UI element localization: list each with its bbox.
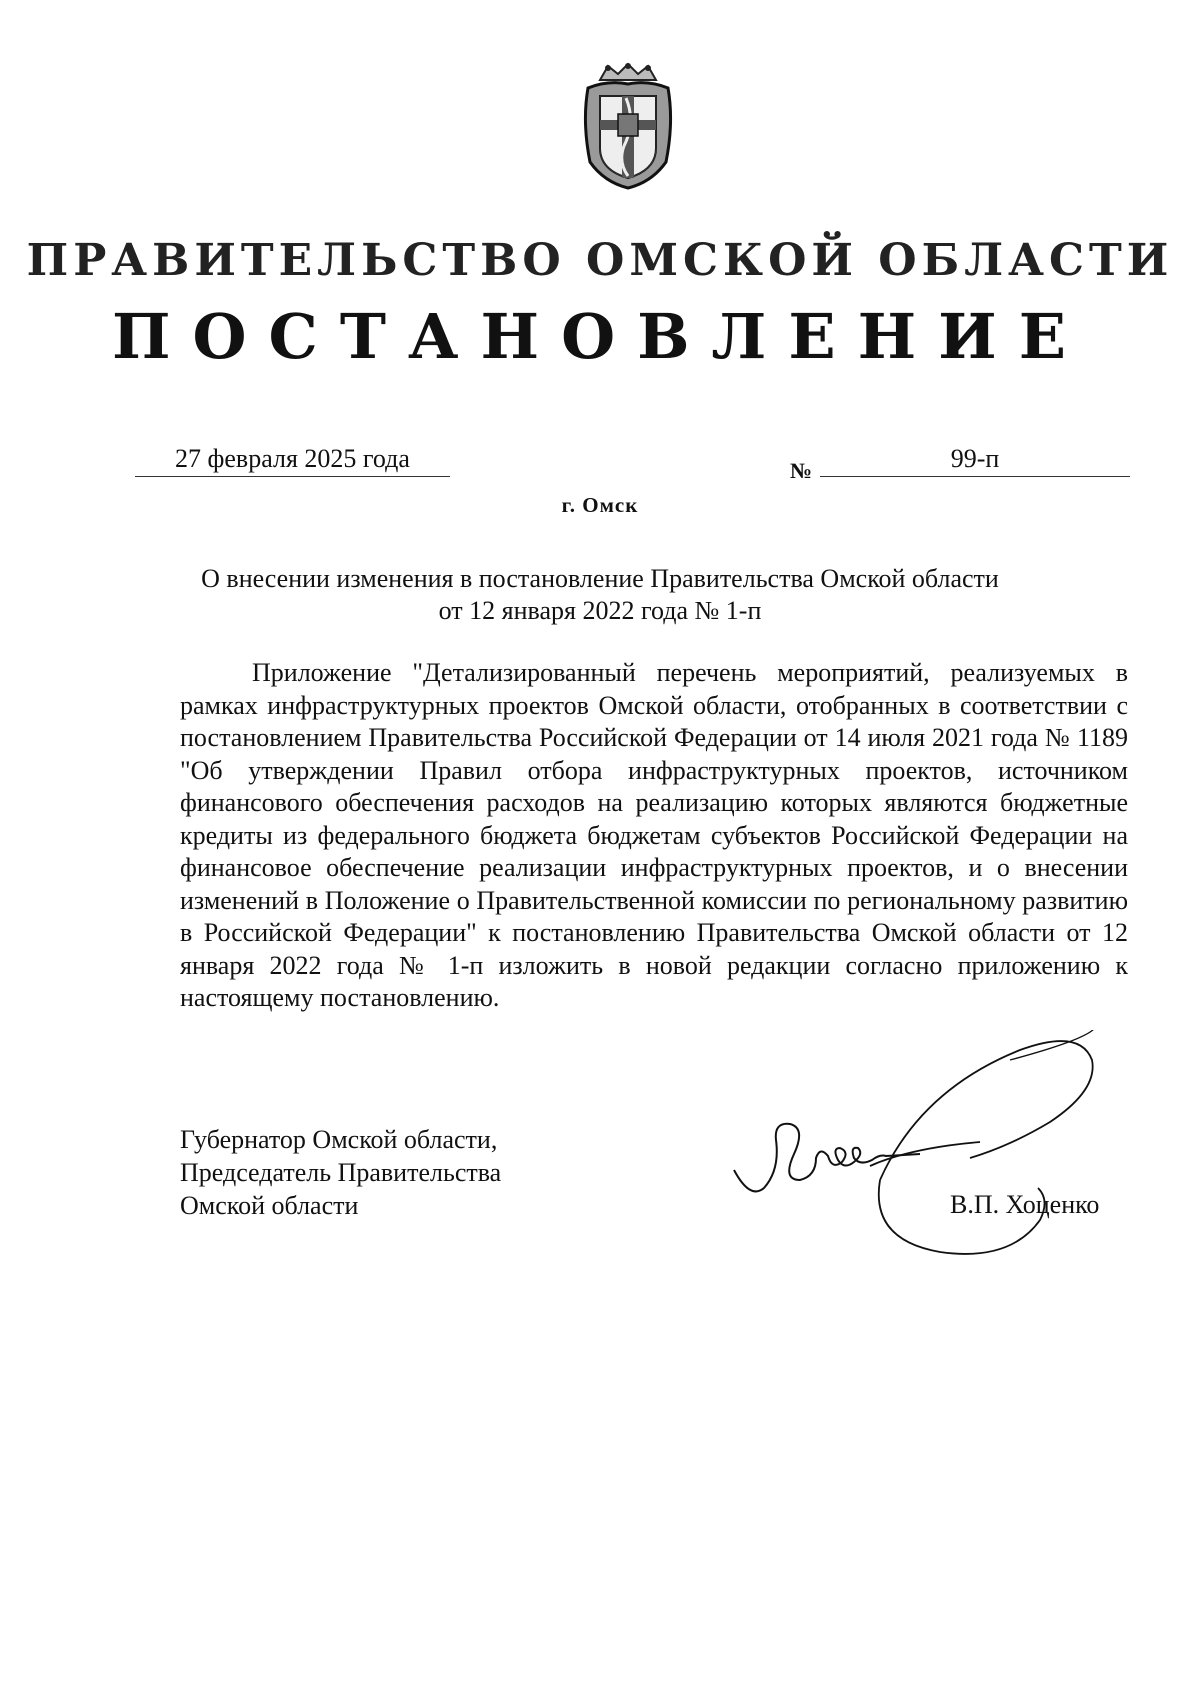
handwritten-signature [720, 1030, 1200, 1280]
organization-title: ПРАВИТЕЛЬСТВО ОМСКОЙ ОБЛАСТИ [26, 235, 1174, 286]
document-city: г. Омск [561, 493, 639, 517]
document-type-title: ПОСТАНОВЛЕНИЕ [111, 300, 1089, 373]
body-paragraph: Приложение "Детализированный перечень мероприятий, реализуемых в рамках инфраструктурных проектов Омской области, отобранных в соответствии с постановлением Правительства Российской Федерации от 14 июля 2021 года № 1189 "Об утверждении Правил отбора инфраструктурных проектов, источником финансового обеспечения расходов на реализацию которых являются бюджетные кредиты из федерального бюджета бюджетам субъектов Российской Федерации на финансовое обеспечение реализации инфраструктурных проектов, и о внесении изменений в Положение о Правительственной комиссии по региональному развитию в Российской Федерации" к постановлению Правительства Омской области от 12 января 2022 года № 1-п изложить в новой редакции согласно приложению к настоящему постановлению. [180, 658, 1128, 1012]
subject-line-2: от 12 января 2022 года № 1-п [438, 596, 762, 625]
subject-line-1: О внесении изменения в постановление Правительства Омской области [201, 564, 999, 593]
document-date: 27 февраля 2025 года [175, 444, 410, 473]
date-underline [135, 476, 450, 477]
document-subject [130, 563, 1070, 627]
signatory-position-line-2: Председатель Правительства [180, 1158, 502, 1187]
signatory-position-line-3: Омской области [180, 1191, 359, 1220]
signatory-position-line-1: Губернатор Омской области, [180, 1125, 498, 1154]
signatory-position [180, 1123, 501, 1222]
number-sign: № [790, 458, 813, 483]
coat-of-arms-icon [578, 62, 678, 190]
document-number: 99-п [950, 444, 1000, 473]
number-underline [820, 476, 1130, 477]
signer-name: В.П. Хоценко [950, 1190, 1100, 1219]
